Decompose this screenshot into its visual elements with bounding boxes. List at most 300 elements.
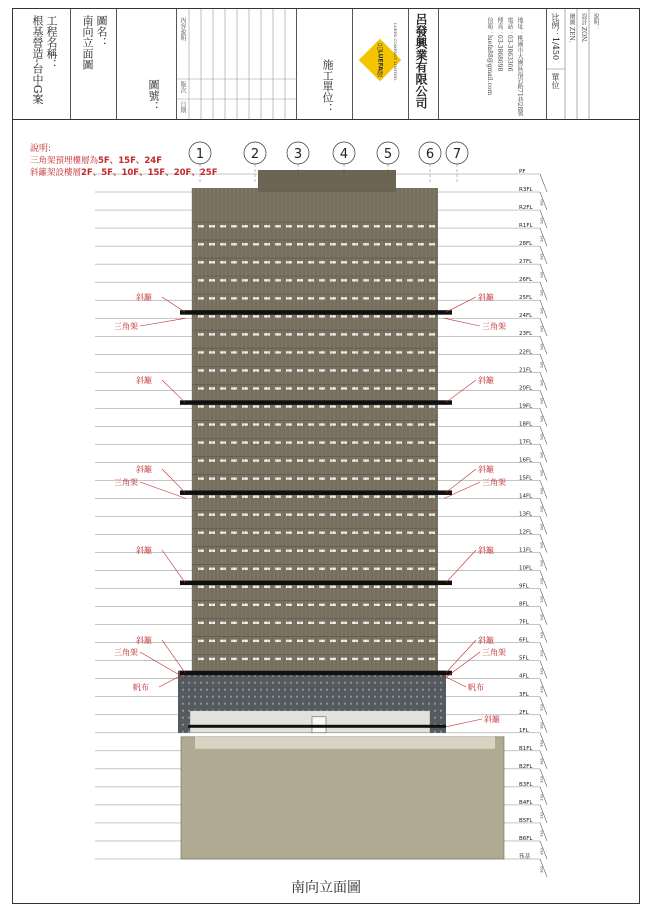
window bbox=[198, 423, 204, 425]
window bbox=[264, 586, 270, 588]
floor-label: 筏基 bbox=[519, 854, 531, 860]
canvas-mesh-dot bbox=[266, 689, 268, 691]
window bbox=[396, 459, 402, 461]
canvas-mesh-dot bbox=[200, 696, 202, 698]
company-name: 呂發興業有限公司 bbox=[414, 13, 428, 109]
window bbox=[308, 477, 314, 479]
canvas-mesh-dot bbox=[440, 689, 442, 691]
floor-height-label: 345 bbox=[540, 361, 544, 369]
canvas-mesh-dot bbox=[356, 703, 358, 705]
window bbox=[330, 550, 336, 552]
window bbox=[286, 550, 292, 552]
canvas-mesh-dot bbox=[398, 703, 400, 705]
canvas-mesh-dot bbox=[290, 682, 292, 684]
floor-label: 25FL bbox=[519, 295, 533, 302]
floor-height-label: 345 bbox=[540, 541, 544, 549]
canvas-mesh-dot bbox=[182, 731, 184, 733]
canvas-mesh-dot bbox=[362, 682, 364, 684]
floor-label: R3FL bbox=[519, 187, 533, 194]
address-line-4: 信箱：luefa88@gmail.com bbox=[486, 17, 493, 96]
window bbox=[396, 333, 402, 335]
drawing-label: 圖名： bbox=[95, 15, 108, 48]
canvas-mesh-dot bbox=[386, 696, 388, 698]
window bbox=[396, 225, 402, 227]
window bbox=[374, 513, 380, 515]
address-line-2: 電話：03-3863306 bbox=[506, 17, 513, 72]
window bbox=[286, 369, 292, 371]
floor-label: B2FL bbox=[519, 763, 533, 770]
window bbox=[264, 622, 270, 624]
window bbox=[418, 315, 424, 317]
window bbox=[374, 405, 380, 407]
axis-label: 5 bbox=[383, 147, 393, 162]
window bbox=[198, 369, 204, 371]
window bbox=[330, 387, 336, 389]
canvas-mesh-dot bbox=[386, 703, 388, 705]
canvas-mesh-dot bbox=[356, 696, 358, 698]
annotation-leader bbox=[444, 652, 480, 679]
window bbox=[308, 297, 314, 299]
floor-height-label: 330 bbox=[540, 830, 544, 837]
window bbox=[286, 604, 292, 606]
window bbox=[286, 658, 292, 660]
canvas-mesh-dot bbox=[182, 703, 184, 705]
canvas-mesh-dot bbox=[182, 682, 184, 684]
window bbox=[220, 550, 226, 552]
canvas-mesh-dot bbox=[314, 696, 316, 698]
window bbox=[374, 243, 380, 245]
window bbox=[352, 586, 358, 588]
window bbox=[198, 333, 204, 335]
canvas-mesh-dot bbox=[206, 689, 208, 691]
canvas-mesh-dot bbox=[440, 703, 442, 705]
canvas-mesh-dot bbox=[416, 689, 418, 691]
canvas-mesh-dot bbox=[188, 710, 190, 712]
window bbox=[264, 441, 270, 443]
window bbox=[286, 568, 292, 570]
canvas-mesh-dot bbox=[302, 703, 304, 705]
floor-level-labels bbox=[519, 169, 544, 873]
canvas-mesh-dot bbox=[194, 703, 196, 705]
canvas-mesh-dot bbox=[242, 682, 244, 684]
window bbox=[264, 243, 270, 245]
canvas-mesh-dot bbox=[212, 689, 214, 691]
window bbox=[396, 658, 402, 660]
window bbox=[286, 405, 292, 407]
floor-label: 17FL bbox=[519, 439, 533, 446]
window bbox=[220, 405, 226, 407]
annotation-label: 斜籬 bbox=[136, 376, 152, 385]
window bbox=[418, 495, 424, 497]
window bbox=[396, 369, 402, 371]
scale-label: 比例：1/450 bbox=[551, 13, 560, 61]
window bbox=[286, 261, 292, 263]
window bbox=[352, 477, 358, 479]
floor-height-label: 330 bbox=[540, 794, 544, 801]
annotation-label: 斜籬 bbox=[478, 636, 494, 645]
notes-line-1: 三角架預埋樓層為5F、15F、24F bbox=[30, 156, 163, 166]
company-english: LUEFA COMPANY LIMITED. bbox=[393, 23, 398, 82]
canvas-mesh-dot bbox=[296, 689, 298, 691]
canvas-mesh-dot bbox=[440, 717, 442, 719]
canvas-mesh-dot bbox=[296, 696, 298, 698]
drawing-name: 南向立面圖 bbox=[81, 15, 94, 70]
floor-height-label: 300 bbox=[540, 866, 544, 874]
axis-label: 7 bbox=[452, 147, 462, 162]
canvas-mesh-dot bbox=[200, 682, 202, 684]
floor-label: 6FL bbox=[519, 637, 529, 644]
canvas-mesh-dot bbox=[428, 682, 430, 684]
floor-label: 11FL bbox=[519, 547, 533, 554]
basement-block bbox=[181, 737, 504, 859]
canvas-mesh-dot bbox=[362, 703, 364, 705]
annotation-label: 斜籬 bbox=[478, 546, 494, 555]
window bbox=[242, 640, 248, 642]
canvas-mesh-dot bbox=[404, 689, 406, 691]
window bbox=[308, 261, 314, 263]
canvas-mesh-dot bbox=[392, 682, 394, 684]
canvas-mesh-dot bbox=[368, 696, 370, 698]
canvas-mesh-dot bbox=[416, 682, 418, 684]
roof-crown bbox=[258, 170, 396, 192]
annotation-leader bbox=[446, 469, 476, 492]
window bbox=[264, 369, 270, 371]
canvas-mesh-dot bbox=[368, 689, 370, 691]
canvas-mesh-dot bbox=[254, 703, 256, 705]
floor-height-label: 590 bbox=[540, 740, 544, 747]
window bbox=[330, 658, 336, 660]
axis-label: 1 bbox=[195, 147, 205, 162]
canvas-mesh-dot bbox=[434, 710, 436, 712]
annotation-leader bbox=[140, 652, 186, 679]
window bbox=[264, 532, 270, 534]
floor-height-label: 520 bbox=[540, 704, 544, 711]
floor-label: 15FL bbox=[519, 475, 533, 482]
window bbox=[220, 369, 226, 371]
canvas-mesh-dot bbox=[344, 696, 346, 698]
floor-label: 18FL bbox=[519, 421, 533, 428]
canvas-mesh-dot bbox=[314, 682, 316, 684]
window bbox=[242, 532, 248, 534]
window bbox=[286, 315, 292, 317]
window bbox=[286, 243, 292, 245]
canvas-mesh-dot bbox=[380, 689, 382, 691]
window bbox=[286, 333, 292, 335]
floor-label: 5FL bbox=[519, 655, 529, 662]
canvas-mesh-dot bbox=[308, 689, 310, 691]
window bbox=[264, 405, 270, 407]
canvas-mesh-dot bbox=[284, 682, 286, 684]
canvas-mesh-dot bbox=[404, 682, 406, 684]
canvas-mesh-dot bbox=[236, 689, 238, 691]
window bbox=[352, 315, 358, 317]
window bbox=[308, 495, 314, 497]
window bbox=[220, 477, 226, 479]
floor-label: 8FL bbox=[519, 601, 529, 608]
window bbox=[286, 513, 292, 515]
annotation-label: 斜籬 bbox=[484, 715, 500, 724]
canvas-mesh-dot bbox=[284, 696, 286, 698]
floor-label: 3FL bbox=[519, 691, 529, 698]
window bbox=[352, 405, 358, 407]
window bbox=[418, 369, 424, 371]
window bbox=[418, 333, 424, 335]
floor-label: B4FL bbox=[519, 799, 533, 806]
window bbox=[396, 495, 402, 497]
logo-top: 呂 bbox=[376, 42, 384, 50]
canvas-mesh-dot bbox=[290, 703, 292, 705]
window bbox=[198, 441, 204, 443]
canvas-mesh-dot bbox=[182, 724, 184, 726]
annotation-label: 三角架 bbox=[114, 648, 138, 657]
window bbox=[308, 351, 314, 353]
canvas-mesh-dot bbox=[260, 682, 262, 684]
canvas-mesh-dot bbox=[410, 682, 412, 684]
annotation-leader bbox=[444, 482, 480, 498]
logo-main: LUEFA bbox=[376, 49, 384, 71]
canvas-mesh-dot bbox=[386, 689, 388, 691]
window bbox=[374, 477, 380, 479]
floor-label: 10FL bbox=[519, 565, 533, 572]
floor-height-label: 345 bbox=[540, 595, 544, 603]
window bbox=[242, 459, 248, 461]
window bbox=[220, 513, 226, 515]
window bbox=[308, 622, 314, 624]
canvas-mesh-dot bbox=[278, 703, 280, 705]
annotation-leader bbox=[444, 676, 466, 687]
window bbox=[220, 279, 226, 281]
floor-label: 4FL bbox=[519, 673, 529, 680]
canvas-mesh-dot bbox=[230, 703, 232, 705]
window bbox=[198, 495, 204, 497]
annotation-leader bbox=[446, 297, 476, 312]
window bbox=[264, 387, 270, 389]
window bbox=[220, 459, 226, 461]
window bbox=[352, 658, 358, 660]
annotation-leader bbox=[162, 469, 185, 492]
window bbox=[286, 441, 292, 443]
window bbox=[264, 261, 270, 263]
canvas-mesh-dot bbox=[392, 703, 394, 705]
window bbox=[242, 243, 248, 245]
window bbox=[264, 297, 270, 299]
window bbox=[418, 351, 424, 353]
axis-label: 2 bbox=[250, 147, 260, 162]
window bbox=[220, 495, 226, 497]
window bbox=[374, 387, 380, 389]
floor-label: B3FL bbox=[519, 781, 533, 788]
window bbox=[330, 351, 336, 353]
address-line-3: 傳真：03-3868098 bbox=[496, 17, 503, 72]
canvas-mesh-dot bbox=[278, 696, 280, 698]
window bbox=[198, 351, 204, 353]
slope-fence-band bbox=[180, 310, 452, 315]
window bbox=[396, 351, 402, 353]
floor-label: R2FL bbox=[519, 205, 533, 212]
window bbox=[330, 279, 336, 281]
window bbox=[220, 586, 226, 588]
floor-height-label: 345 bbox=[540, 559, 544, 567]
canvas-mesh-dot bbox=[218, 689, 220, 691]
floor-height-label: 300 bbox=[540, 199, 544, 207]
floor-label: R1FL bbox=[519, 223, 533, 230]
canvas-mesh-dot bbox=[194, 696, 196, 698]
window bbox=[242, 279, 248, 281]
window bbox=[198, 568, 204, 570]
window bbox=[242, 658, 248, 660]
floor-label: B5FL bbox=[519, 817, 533, 824]
logo-bottom: 發 bbox=[376, 70, 384, 78]
window bbox=[352, 640, 358, 642]
window bbox=[418, 604, 424, 606]
window bbox=[264, 279, 270, 281]
window bbox=[220, 333, 226, 335]
floor-height-label: 345 bbox=[540, 433, 544, 441]
canvas-mesh-dot bbox=[212, 682, 214, 684]
window bbox=[396, 568, 402, 570]
canvas-mesh-dot bbox=[374, 682, 376, 684]
slope-fence-band bbox=[180, 490, 452, 495]
canvas-mesh-dot bbox=[338, 696, 340, 698]
canvas-mesh-dot bbox=[272, 696, 274, 698]
window bbox=[264, 225, 270, 227]
window bbox=[220, 225, 226, 227]
canvas-mesh-dot bbox=[434, 731, 436, 733]
floor-height-label: 330 bbox=[540, 776, 544, 783]
floor-height-label: 345 bbox=[540, 307, 544, 315]
window bbox=[198, 279, 204, 281]
window bbox=[242, 477, 248, 479]
canvas-mesh-dot bbox=[350, 689, 352, 691]
basement-top-slab bbox=[195, 737, 495, 749]
canvas-mesh-dot bbox=[422, 689, 424, 691]
canvas-mesh-dot bbox=[362, 696, 364, 698]
canvas-mesh-dot bbox=[236, 682, 238, 684]
window bbox=[308, 225, 314, 227]
window bbox=[396, 586, 402, 588]
window bbox=[242, 550, 248, 552]
canvas-mesh-dot bbox=[182, 696, 184, 698]
window bbox=[374, 459, 380, 461]
canvas-mesh-dot bbox=[440, 682, 442, 684]
canvas-mesh-dot bbox=[344, 703, 346, 705]
window bbox=[396, 640, 402, 642]
notes-heading: 說明: bbox=[30, 144, 52, 154]
window bbox=[330, 423, 336, 425]
window bbox=[352, 423, 358, 425]
floor-label: 13FL bbox=[519, 511, 533, 518]
canvas-mesh-dot bbox=[410, 703, 412, 705]
contractor-label: 施工單位： bbox=[321, 59, 334, 114]
annotation-label: 三角架 bbox=[114, 478, 138, 487]
window bbox=[330, 315, 336, 317]
canvas-mesh-dot bbox=[338, 689, 340, 691]
window bbox=[264, 333, 270, 335]
annotation-label: 三角架 bbox=[114, 322, 138, 331]
window bbox=[242, 513, 248, 515]
window bbox=[418, 658, 424, 660]
annotation-label: 三角架 bbox=[482, 322, 506, 331]
window bbox=[308, 532, 314, 534]
canvas-mesh-dot bbox=[326, 689, 328, 691]
canvas-mesh-dot bbox=[440, 710, 442, 712]
window bbox=[198, 550, 204, 552]
canvas-mesh-dot bbox=[410, 689, 412, 691]
window bbox=[396, 405, 402, 407]
window bbox=[286, 495, 292, 497]
window bbox=[374, 315, 380, 317]
window bbox=[286, 622, 292, 624]
window bbox=[418, 243, 424, 245]
canvas-mesh-dot bbox=[320, 703, 322, 705]
window bbox=[308, 550, 314, 552]
annotation-label: 斜籬 bbox=[136, 465, 152, 474]
window bbox=[308, 387, 314, 389]
canvas-mesh-dot bbox=[206, 696, 208, 698]
canvas-mesh-dot bbox=[350, 682, 352, 684]
canvas-mesh-dot bbox=[308, 696, 310, 698]
canvas-mesh-dot bbox=[320, 689, 322, 691]
canvas-mesh-dot bbox=[422, 703, 424, 705]
canvas-mesh-dot bbox=[338, 703, 340, 705]
window bbox=[374, 495, 380, 497]
canvas-mesh-dot bbox=[374, 703, 376, 705]
window bbox=[374, 369, 380, 371]
canvas-mesh-dot bbox=[302, 696, 304, 698]
window bbox=[330, 261, 336, 263]
floor-label: 14FL bbox=[519, 493, 533, 500]
canvas-mesh-dot bbox=[188, 682, 190, 684]
window bbox=[330, 405, 336, 407]
window bbox=[264, 477, 270, 479]
canvas-mesh-dot bbox=[440, 731, 442, 733]
canvas-mesh-dot bbox=[428, 696, 430, 698]
window bbox=[308, 568, 314, 570]
tower-facade bbox=[192, 188, 438, 671]
podium-block bbox=[178, 671, 446, 733]
window bbox=[352, 622, 358, 624]
window bbox=[396, 477, 402, 479]
canvas-mesh-dot bbox=[248, 682, 250, 684]
canvas-mesh-dot bbox=[440, 696, 442, 698]
window bbox=[220, 622, 226, 624]
canvas-mesh-dot bbox=[272, 689, 274, 691]
canvas-mesh-dot bbox=[182, 710, 184, 712]
floor-height-label: 345 bbox=[540, 631, 544, 639]
window bbox=[330, 586, 336, 588]
window bbox=[352, 225, 358, 227]
window bbox=[374, 658, 380, 660]
annotation-label: 斜籬 bbox=[478, 376, 494, 385]
floor-label: 20FL bbox=[519, 385, 533, 392]
floor-label: 19FL bbox=[519, 403, 533, 410]
canvas-mesh-dot bbox=[428, 689, 430, 691]
canvas-mesh-dot bbox=[230, 682, 232, 684]
window bbox=[308, 658, 314, 660]
window bbox=[220, 532, 226, 534]
window bbox=[352, 351, 358, 353]
window bbox=[352, 369, 358, 371]
canvas-mesh-dot bbox=[368, 682, 370, 684]
window bbox=[308, 441, 314, 443]
canvas-mesh-dot bbox=[182, 689, 184, 691]
canvas-mesh-dot bbox=[314, 689, 316, 691]
annotation-label: 斜籬 bbox=[478, 293, 494, 302]
window bbox=[330, 495, 336, 497]
annotation-leader bbox=[444, 318, 480, 326]
revision-col-content: 內容說明 bbox=[179, 17, 186, 41]
window bbox=[220, 441, 226, 443]
